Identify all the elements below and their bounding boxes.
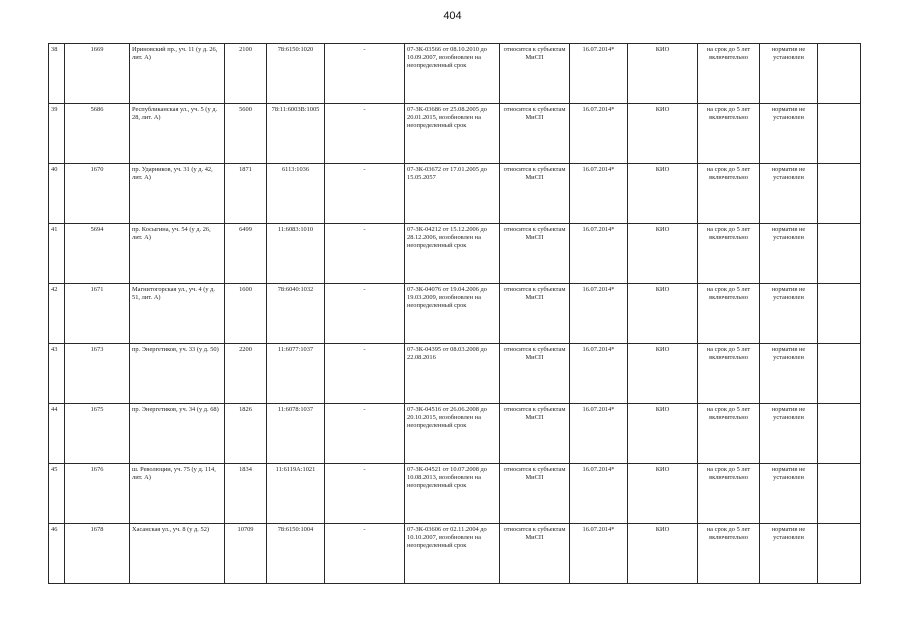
cell-date: 16.07.2014* xyxy=(570,284,628,344)
cell-lease-contract: 07-ЗК-04076 от 19.04.2006 до 19.03.2009, возобновлен на неопределенный срок xyxy=(405,284,500,344)
cell-note xyxy=(818,284,861,344)
cell-note xyxy=(818,344,861,404)
cell-address: Магнитогорская ул., уч. 4 (у д. 51, лит. А) xyxy=(130,284,225,344)
cell-row-number: 46 xyxy=(49,524,65,584)
cell-standard: норматив не установлен xyxy=(760,404,818,464)
cell-address: пр. Энергетиков, уч. 33 (у д. 50) xyxy=(130,344,225,404)
table-row xyxy=(49,344,861,404)
page-number: 404 xyxy=(443,10,462,22)
cell-lease-term: на срок до 5 лет включительно xyxy=(698,44,760,104)
table-row xyxy=(49,524,861,584)
table-row xyxy=(49,164,861,224)
cell-area: 2200 xyxy=(225,344,267,404)
cell-area: 10709 xyxy=(225,524,267,584)
cell-standard: норматив не установлен xyxy=(760,524,818,584)
cell-lease-contract: 07-ЗК-04212 от 15.12.2006 до 28.12.2006, возобновлен на неопределенный срок xyxy=(405,224,500,284)
cell-area: 2100 xyxy=(225,44,267,104)
cell-date: 16.07.2014* xyxy=(570,464,628,524)
cell-note xyxy=(818,44,861,104)
table-row xyxy=(49,104,861,164)
cell-area: 1826 xyxy=(225,404,267,464)
cell-authority: КИО xyxy=(628,344,698,404)
cell-area: 1600 xyxy=(225,284,267,344)
cell-object-id: 1669 xyxy=(65,44,130,104)
cell-note xyxy=(818,524,861,584)
table-row xyxy=(49,44,861,104)
cell-encumbrance: - xyxy=(325,344,405,404)
cell-authority: КИО xyxy=(628,104,698,164)
cell-authority: КИО xyxy=(628,524,698,584)
cell-area: 5600 xyxy=(225,104,267,164)
cell-object-id: 1670 xyxy=(65,164,130,224)
cell-encumbrance: - xyxy=(325,464,405,524)
cell-note xyxy=(818,104,861,164)
table-row xyxy=(49,284,861,344)
cell-smb-status: относится к субъектам МиСП xyxy=(500,224,570,284)
cell-smb-status: относится к субъектам МиСП xyxy=(500,104,570,164)
cell-lease-contract: 07-ЗК-04395 от 08.03.2008 до 22.08.2016 xyxy=(405,344,500,404)
cell-encumbrance: - xyxy=(325,164,405,224)
cell-standard: норматив не установлен xyxy=(760,284,818,344)
cell-standard: норматив не установлен xyxy=(760,164,818,224)
cell-lease-contract: 07-ЗК-03686 от 25.08.2005 до 20.01.2015, возобновлен на неопределенный срок xyxy=(405,104,500,164)
cell-lease-contract: 07-ЗК-03672 от 17.01.2005 до 15.05.2057 xyxy=(405,164,500,224)
cell-standard: норматив не установлен xyxy=(760,224,818,284)
cell-row-number: 42 xyxy=(49,284,65,344)
cell-date: 16.07.2014* xyxy=(570,404,628,464)
cell-standard: норматив не установлен xyxy=(760,104,818,164)
cell-row-number: 43 xyxy=(49,344,65,404)
cell-note xyxy=(818,404,861,464)
cell-lease-term: на срок до 5 лет включительно xyxy=(698,104,760,164)
cell-row-number: 44 xyxy=(49,404,65,464)
cell-authority: КИО xyxy=(628,404,698,464)
cell-lease-term: на срок до 5 лет включительно xyxy=(698,464,760,524)
cell-date: 16.07.2014* xyxy=(570,44,628,104)
cell-area: 1834 xyxy=(225,464,267,524)
cell-note xyxy=(818,224,861,284)
cell-address: Хасанская ул., уч. 8 (у д. 52) xyxy=(130,524,225,584)
cell-address: пр. Ударников, уч. 31 (у д. 42, лит. А) xyxy=(130,164,225,224)
cell-smb-status: относится к субъектам МиСП xyxy=(500,344,570,404)
cell-row-number: 45 xyxy=(49,464,65,524)
cell-authority: КИО xyxy=(628,224,698,284)
cell-standard: норматив не установлен xyxy=(760,44,818,104)
cell-lease-term: на срок до 5 лет включительно xyxy=(698,404,760,464)
cell-cadastral-number: 11:6083:1010 xyxy=(267,224,325,284)
cell-note xyxy=(818,164,861,224)
registry-table xyxy=(48,43,861,584)
cell-lease-term: на срок до 5 лет включительно xyxy=(698,344,760,404)
cell-smb-status: относится к субъектам МиСП xyxy=(500,44,570,104)
cell-authority: КИО xyxy=(628,284,698,344)
table-body xyxy=(49,44,861,584)
cell-row-number: 40 xyxy=(49,164,65,224)
table-row xyxy=(49,224,861,284)
cell-address: Ириновский пр., уч. 11 (у д. 26, лит. А) xyxy=(130,44,225,104)
cell-object-id: 1671 xyxy=(65,284,130,344)
cell-cadastral-number: 11:6078:1037 xyxy=(267,404,325,464)
cell-cadastral-number: 78:6040:1032 xyxy=(267,284,325,344)
cell-note xyxy=(818,464,861,524)
cell-date: 16.07.2014* xyxy=(570,524,628,584)
cell-encumbrance: - xyxy=(325,524,405,584)
cell-smb-status: относится к субъектам МиСП xyxy=(500,404,570,464)
cell-lease-term: на срок до 5 лет включительно xyxy=(698,224,760,284)
cell-row-number: 38 xyxy=(49,44,65,104)
cell-object-id: 1678 xyxy=(65,524,130,584)
cell-object-id: 1673 xyxy=(65,344,130,404)
cell-lease-term: на срок до 5 лет включительно xyxy=(698,164,760,224)
cell-row-number: 39 xyxy=(49,104,65,164)
cell-lease-contract: 07-ЗК-04516 от 26.06.2008 до 20.10.2015, возобновлен на неопределенный срок xyxy=(405,404,500,464)
cell-standard: норматив не установлен xyxy=(760,464,818,524)
cell-address: Республиканская ул., уч. 5 (у д. 28, лит. А) xyxy=(130,104,225,164)
cell-encumbrance: - xyxy=(325,104,405,164)
cell-smb-status: относится к субъектам МиСП xyxy=(500,464,570,524)
cell-lease-contract: 07-ЗК-04521 от 10.07.2008 до 10.08.2013, возобновлен на неопределенный срок xyxy=(405,464,500,524)
cell-cadastral-number: 78:6150:1004 xyxy=(267,524,325,584)
cell-address: пр. Энергетиков, уч. 34 (у д. 68) xyxy=(130,404,225,464)
cell-encumbrance: - xyxy=(325,404,405,464)
cell-authority: КИО xyxy=(628,164,698,224)
cell-lease-contract: 07-ЗК-03566 от 08.10.2010 до 10.09.2007, возобновлен на неопределенный срок xyxy=(405,44,500,104)
cell-smb-status: относится к субъектам МиСП xyxy=(500,164,570,224)
cell-object-id: 1676 xyxy=(65,464,130,524)
cell-area: 6499 xyxy=(225,224,267,284)
cell-object-id: 1675 xyxy=(65,404,130,464)
cell-date: 16.07.2014* xyxy=(570,344,628,404)
table-row xyxy=(49,404,861,464)
cell-cadastral-number: 11:6119А:1021 xyxy=(267,464,325,524)
cell-lease-contract: 07-ЗК-03606 от 02.11.2004 до 10.10.2007, возобновлен на неопределенный срок xyxy=(405,524,500,584)
cell-cadastral-number: 78:6150:1020 xyxy=(267,44,325,104)
cell-encumbrance: - xyxy=(325,224,405,284)
cell-smb-status: относится к субъектам МиСП xyxy=(500,284,570,344)
cell-cadastral-number: 11:6077:1037 xyxy=(267,344,325,404)
cell-object-id: 5686 xyxy=(65,104,130,164)
cell-encumbrance: - xyxy=(325,284,405,344)
cell-object-id: 5694 xyxy=(65,224,130,284)
cell-smb-status: относится к субъектам МиСП xyxy=(500,524,570,584)
cell-row-number: 41 xyxy=(49,224,65,284)
cell-area: 1871 xyxy=(225,164,267,224)
table-row xyxy=(49,464,861,524)
cell-address: пр. Косыгина, уч. 54 (у д. 26, лит. А) xyxy=(130,224,225,284)
cell-date: 16.07.2014* xyxy=(570,104,628,164)
cell-date: 16.07.2014* xyxy=(570,164,628,224)
cell-authority: КИО xyxy=(628,44,698,104)
cell-authority: КИО xyxy=(628,464,698,524)
cell-address: ш. Революции, уч. 75 (у д. 114, лит. А) xyxy=(130,464,225,524)
cell-date: 16.07.2014* xyxy=(570,224,628,284)
cell-standard: норматив не установлен xyxy=(760,344,818,404)
cell-lease-term: на срок до 5 лет включительно xyxy=(698,284,760,344)
cell-cadastral-number: 6113:1036 xyxy=(267,164,325,224)
cell-lease-term: на срок до 5 лет включительно xyxy=(698,524,760,584)
cell-cadastral-number: 78:11:6003В:1005 xyxy=(267,104,325,164)
cell-encumbrance: - xyxy=(325,44,405,104)
